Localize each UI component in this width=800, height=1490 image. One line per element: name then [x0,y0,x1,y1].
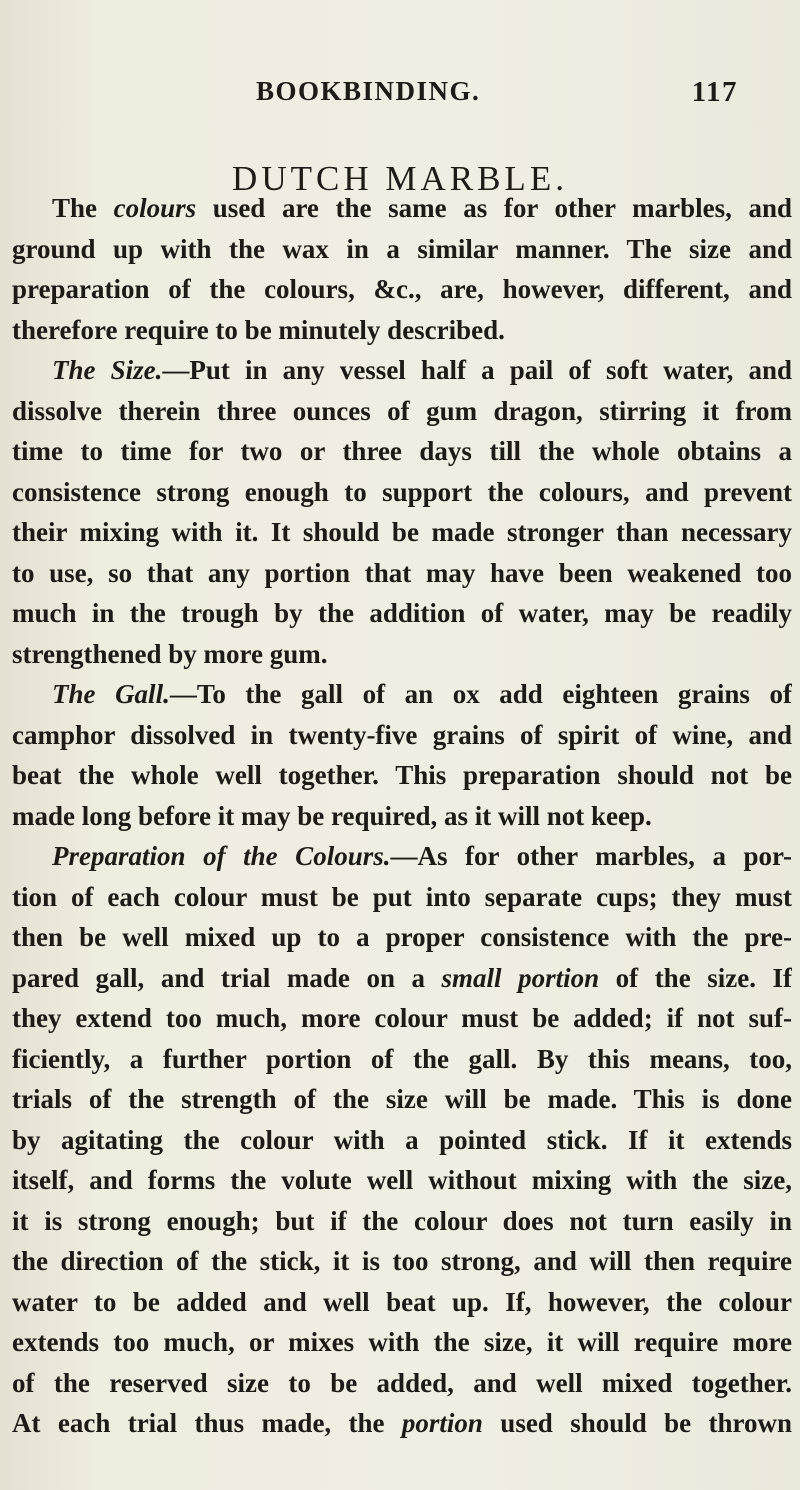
text-line: preparation of the colours, &c., are, however, different, and [12,274,792,304]
text-line: trials of the strength of the size will be made. This is done [12,1084,792,1114]
text-line: made long before it may be required, as it will not keep. [12,800,652,831]
text-line: At each trial thus made, the portion used should be thrown [12,1408,792,1438]
text-line: then be well mixed up to a proper consistence with the pre- [12,922,792,952]
text-line: ground up with the wax in a similar manner. The size and [12,233,792,264]
text-line: the direction of the stick, it is too strong, and will then require [12,1246,792,1276]
text-line: therefore require to be minutely described. [12,314,505,345]
text-line: time to time for two or three days till the whole obtains a [12,436,792,466]
chapter-title: DUTCH MARBLE. [232,159,568,199]
text-line: ficiently, a further portion of the gall. By this means, too, [12,1043,792,1074]
text-line: much in the trough by the addition of water, may be readily [12,598,792,628]
text-line: extends too much, or mixes with the size, it will require more [12,1327,792,1357]
text-line: dissolve therein three ounces of gum dragon, stirring it from [12,395,792,426]
text-line: itself, and forms the volute well without mixing with the size, [12,1165,792,1195]
body-text [12,188,792,1444]
text-line: water to be added and well beat up. If, however, the colour [12,1286,792,1317]
text-line: to use, so that any portion that may have been weakened too [12,557,792,588]
text-line: it is strong enough; but if the colour does not turn easily in [12,1205,792,1236]
text-line: The Size.—Put in any vessel half a pail of soft water, and [52,355,792,385]
text-line: Preparation of the Colours.—As for other marbles, a por- [52,841,792,871]
text-line: The colours used are the same as for other marbles, and [52,193,792,223]
text-line: consistence strong enough to support the colours, and prevent [12,476,792,507]
text-line: their mixing with it. It should be made stronger than necessary [12,517,792,547]
text-line: strengthened by more gum. [12,638,328,669]
text-line: tion of each colour must be put into separate cups; they must [12,881,792,912]
text-line: beat the whole well together. This preparation should not be [12,760,792,790]
text-line: camphor dissolved in twenty-five grains of spirit of wine, and [12,719,792,750]
running-title: BOOKBINDING. [256,76,481,106]
text-line: by agitating the colour with a pointed stick. If it extends [12,1124,792,1155]
running-head [248,72,738,112]
text-line: The Gall.—To the gall of an ox add eighteen grains of [52,679,792,709]
text-line: pared gall, and trial made on a small portion of the size. If [12,962,792,993]
text-line: of the reserved size to be added, and well mixed together. [12,1367,792,1398]
text-line: they extend too much, more colour must be added; if not suf- [12,1003,792,1033]
page-number: 117 [691,76,738,108]
